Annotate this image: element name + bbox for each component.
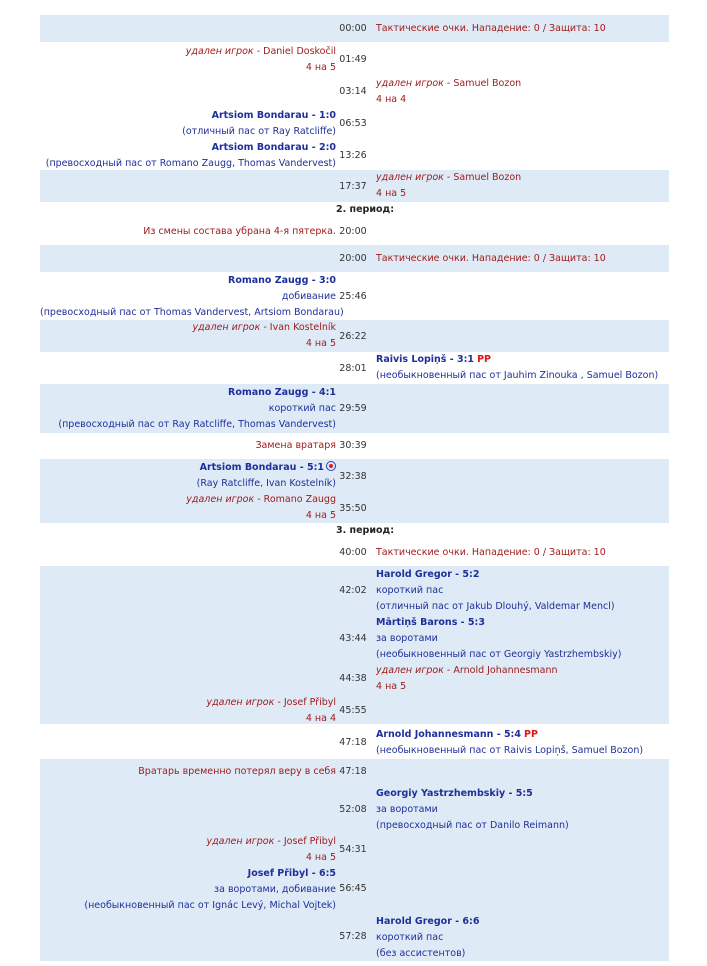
away-event-line — [376, 743, 669, 759]
event-text: Тактические очки. Нападение: 0 / Защита: 10 — [376, 253, 606, 264]
goal-scorer-link[interactable]: Arnold Johannesmann - 5:4 — [376, 729, 521, 740]
event-text: (необыкновенный пас от Jauhim Zinouka , Samuel Bozon) — [376, 370, 659, 381]
event-text: - Daniel Doskočil — [253, 46, 336, 57]
home-event-line — [40, 108, 336, 124]
event-time: 29:59 — [339, 403, 367, 414]
penalty-label: удален игрок — [206, 697, 275, 708]
event-text: 4 на 5 — [305, 852, 336, 863]
event-text: - Samuel Bozon — [443, 78, 522, 89]
away-event-line — [376, 170, 669, 186]
event-time: 17:37 — [339, 181, 367, 192]
home-event-line — [40, 866, 336, 882]
event-time: 06:53 — [339, 118, 367, 129]
event-time: 32:38 — [339, 471, 367, 482]
event-text: 4 на 5 — [305, 510, 336, 521]
home-event-line — [40, 124, 336, 140]
goal-scorer-link[interactable]: Artsiom Bondarau - 1:0 — [211, 110, 336, 121]
event-text: (без ассистентов) — [376, 948, 466, 959]
event-text: - Samuel Bozon — [443, 172, 522, 183]
event-text: (необыкновенный пас от Ignác Levý, Michal Vojtek) — [84, 900, 336, 911]
away-event-line — [376, 786, 669, 802]
event-text: 4 на 4 — [305, 713, 336, 724]
event-text: (Ray Ratcliffe, Ivan Kostelník) — [196, 478, 336, 489]
away-event-line — [376, 615, 669, 631]
home-event-line — [40, 44, 336, 60]
away-event-line — [376, 545, 669, 561]
goal-icon — [326, 461, 336, 471]
event-time: 54:31 — [339, 844, 367, 855]
event-time: 52:08 — [339, 804, 367, 815]
event-text: (превосходный пас от Ray Ratcliffe, Thomas Vandervest) — [58, 419, 336, 430]
away-event-line — [376, 368, 669, 384]
home-event-line — [40, 60, 336, 76]
home-event-line — [40, 289, 336, 305]
goal-scorer-link[interactable]: Josef Přibyl - 6:5 — [247, 868, 336, 879]
event-time: 20:00 — [339, 226, 367, 237]
penalty-label: удален игрок — [376, 172, 444, 183]
penalty-label: удален игрок — [376, 78, 444, 89]
event-text: 4 на 4 — [376, 94, 407, 105]
event-row — [40, 459, 669, 523]
event-row — [40, 170, 669, 202]
home-event-line — [40, 476, 336, 492]
event-text: (отличный пас от Jakub Dlouhý, Valdemar Mencl) — [376, 601, 615, 612]
away-event-line — [376, 802, 669, 818]
home-event-line — [40, 417, 336, 433]
event-text: (превосходный пас от Romano Zaugg, Thomas Vandervest) — [45, 158, 336, 169]
event-text: короткий пас — [376, 585, 444, 596]
home-event-line — [40, 898, 336, 914]
event-row — [40, 539, 669, 566]
event-row — [40, 202, 669, 218]
event-row — [40, 245, 669, 272]
goal-scorer-link[interactable]: Harold Gregor - 5:2 — [376, 569, 480, 580]
event-row — [40, 272, 669, 320]
home-event-line — [40, 460, 336, 476]
period-header: 2. период: — [336, 204, 394, 215]
event-time: 44:38 — [339, 673, 367, 684]
event-time: 13:26 — [339, 150, 367, 161]
event-row — [40, 759, 669, 961]
home-event-line — [40, 140, 336, 156]
event-time: 26:22 — [339, 331, 367, 342]
event-time: 47:18 — [339, 737, 367, 748]
event-time: 30:39 — [339, 440, 367, 451]
away-event-line — [376, 76, 669, 92]
event-text: - Josef Přibyl — [274, 836, 336, 847]
event-time: 03:14 — [339, 86, 367, 97]
home-event-line — [40, 320, 336, 336]
event-row — [40, 523, 669, 539]
home-event-line — [40, 224, 336, 240]
event-time: 20:00 — [339, 253, 367, 264]
event-text: короткий пас — [376, 932, 444, 943]
away-event-line — [376, 663, 669, 679]
home-event-line — [40, 882, 336, 898]
event-row — [40, 352, 669, 384]
event-time: 28:01 — [339, 363, 367, 374]
event-text: Вратарь временно потерял веру в себя — [138, 766, 336, 777]
away-event-line — [376, 583, 669, 599]
event-text: Тактические очки. Нападение: 0 / Защита: 10 — [376, 547, 606, 558]
event-row — [40, 218, 669, 245]
event-row — [40, 433, 669, 459]
event-time: 47:18 — [339, 766, 367, 777]
event-text: за воротами, добивание — [214, 884, 336, 895]
event-text: 4 на 5 — [376, 681, 407, 692]
home-event-line — [40, 850, 336, 866]
away-event-line — [376, 21, 669, 37]
event-time: 45:55 — [339, 705, 367, 716]
home-event-line — [40, 385, 336, 401]
event-row — [40, 106, 669, 170]
penalty-label: удален игрок — [186, 494, 255, 505]
goal-scorer-link[interactable]: Artsiom Bondarau - 5:1 — [199, 462, 324, 473]
event-time: 35:50 — [339, 503, 367, 514]
goal-scorer-link[interactable]: Mārtiņš Barons - 5:3 — [376, 617, 485, 628]
event-text: (превосходный пас от Danilo Reimann) — [376, 820, 569, 831]
event-time: 43:44 — [339, 633, 367, 644]
away-event-line — [376, 599, 669, 615]
event-row — [40, 320, 669, 352]
powerplay-badge: PP — [524, 729, 538, 740]
home-event-line — [40, 438, 336, 454]
event-text: за воротами — [376, 804, 438, 815]
event-row — [40, 384, 669, 433]
home-event-line — [40, 508, 336, 524]
powerplay-badge: PP — [477, 354, 491, 365]
event-time: 00:00 — [339, 23, 367, 34]
goal-scorer-link[interactable]: Artsiom Bondarau - 2:0 — [211, 142, 336, 153]
goal-scorer-link[interactable]: Harold Gregor - 6:6 — [376, 916, 480, 927]
event-text: (необыкновенный пас от Georgiy Yastrzhembskiy) — [376, 649, 622, 660]
event-text: 4 на 5 — [305, 338, 336, 349]
event-text: Замена вратаря — [255, 440, 336, 451]
event-time: 57:28 — [339, 931, 367, 942]
home-event-line — [40, 764, 336, 780]
period-header: 3. период: — [336, 525, 394, 536]
event-text: - Arnold Johannesmann — [443, 665, 558, 676]
home-event-line — [40, 695, 336, 711]
home-event-line — [40, 834, 336, 850]
event-text: - Romano Zaugg — [254, 494, 336, 505]
event-text: за воротами — [376, 633, 438, 644]
event-text: - Ivan Kostelník — [260, 322, 336, 333]
event-row — [40, 42, 669, 106]
event-row — [40, 15, 669, 42]
home-event-line — [40, 273, 336, 289]
event-text: короткий пас — [268, 403, 336, 414]
event-time: 40:00 — [339, 547, 367, 558]
penalty-label: удален игрок — [185, 46, 254, 57]
away-event-line — [376, 647, 669, 663]
event-text: - Josef Přibyl — [274, 697, 336, 708]
event-text: (превосходный пас от Thomas Vandervest, Artsiom Bondarau) — [40, 307, 344, 318]
event-time: 25:46 — [339, 291, 367, 302]
penalty-label: удален игрок — [206, 836, 275, 847]
away-event-line — [376, 946, 669, 962]
away-event-line — [376, 914, 669, 930]
away-event-line — [376, 727, 669, 743]
event-time: 56:45 — [339, 883, 367, 894]
goal-scorer-link[interactable]: Romano Zaugg - 3:0 — [228, 275, 336, 286]
event-text: 4 на 5 — [305, 62, 336, 73]
event-time: 42:02 — [339, 585, 367, 596]
event-text: добивание — [281, 291, 336, 302]
home-event-line — [40, 305, 344, 321]
away-event-line — [376, 186, 669, 202]
away-event-line — [376, 679, 669, 695]
away-event-line — [376, 818, 669, 834]
penalty-label: удален игрок — [192, 322, 261, 333]
penalty-label: удален игрок — [376, 665, 444, 676]
home-event-line — [40, 401, 336, 417]
event-text: Из смены состава убрана 4-я пятерка. — [143, 226, 336, 237]
away-event-line — [376, 631, 669, 647]
event-row — [40, 566, 669, 724]
goal-scorer-link[interactable]: Romano Zaugg - 4:1 — [228, 387, 336, 398]
goal-scorer-link[interactable]: Raivis Lopiņš - 3:1 — [376, 354, 475, 365]
event-text: Тактические очки. Нападение: 0 / Защита: 10 — [376, 23, 606, 34]
event-time: 01:49 — [339, 54, 367, 65]
event-text: (необыкновенный пас от Raivis Lopiņš, Samuel Bozon) — [376, 745, 644, 756]
event-text: 4 на 5 — [376, 188, 407, 199]
home-event-line — [40, 336, 336, 352]
away-event-line — [376, 251, 669, 267]
goal-scorer-link[interactable]: Georgiy Yastrzhembskiy - 5:5 — [376, 788, 533, 799]
event-row — [40, 724, 669, 759]
away-event-line — [376, 930, 669, 946]
away-event-line — [376, 352, 669, 368]
away-event-line — [376, 567, 669, 583]
event-text: (отличный пас от Ray Ratcliffe) — [182, 126, 336, 137]
home-event-line — [40, 492, 336, 508]
